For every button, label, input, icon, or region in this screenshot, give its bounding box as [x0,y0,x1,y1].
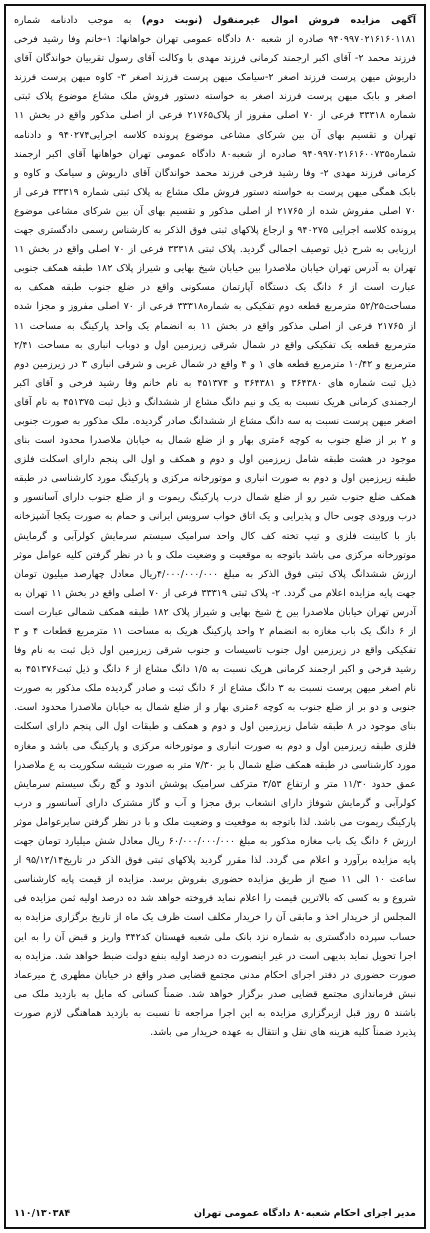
notice-text: به موجب دادنامه شماره ۹۴۰۹۹۷۰۲۱۶۱۶۰۱۱۸۱ صادره از شعبه ۸۰ دادگاه عمومی تهران خواهانها: ۱-خانم وفا رشید فرخی فرزند محمد ۲- آقای اکبر ارجمند کرمانی فرزند مهدی با وکالت آقای رسول تقربیان خواندگان آقای داریوش میهن پرست فرزند اصغر ۲-سیامک میهن پرست فرزند اصغر ۳- کاوه میهن پرست فرزند اصغر و بابک میهن پرست فرزند اصغر به خواسته دستور فروش ملک مشاع موضوع پلاک ثبتی شماره ۳۳۳۱۸ فرعی از ۷۰ اصلی مفروز از پلاک۲۱۷۶۵ فرعی از اصلی مذکور واقع در بخش ۱۱ تهران و تقسیم بهای آن بین شرکای مشاعی موضوع پرونده کلاسه اجرایی۹۴۰۲۷۴ و دادنامه شماره۹۴۰۹۹۷۰۲۱۶۱۶۰۰۷۳۵ صادره از شعبه۸۰ دادگاه عمومی تهران خواهانها آقای اکبر ارجمند کرمانی فرزند مهدی ۲- وفا رشید فرخی فرزند محمد خواندگان آقای داریوش و سیامک و کاوه و بابک همگی میهن پرست به خواسته دستور فروش ملک مشاع به پلاک ثبتی شماره ۳۳۳۱۹ فرعی از ۷۰ اصلی مفروش شده از ۲۱۷۶۵ از اصلی مذکور و تقسیم بهای آن بین شرکای مشاعی موضوع پرونده کلاسه اجرایی ۹۴۰۲۷۵ و ارجاع پلاکهای ثبتی فوق الذکر به کارشناس رسمی دادگستری جهت ارزیابی به شرح ذیل توصیف اجمالی گردید. پلاک ثبتی ۳۳۳۱۸ فرعی از ۷۰ اصلی واقع در بخش ۱۱ تهران به آدرس تهران خیابان ملاصدرا بین خیابان شیخ بهایی و شیراز پلاک ۱۸۲ طبقه همکف جنوبی عبارت است از ۶ دانگ یک دستگاه آپارتمان مسکونی واقع در ضلع جنوب طبقه همکف به مساحت۵۲/۲۵ مترمربع قطعه دوم تفکیکی به شماره۳۳۳۱۸ فرعی از ۷۰ اصلی مفروز و مجزا شده از ۲۱۷۶۵ فرعی از اصلی مذکور واقع در بخش ۱۱ به انضمام یک واحد پارکینگ به مساحت ۱۱ مترمربع قطعه یک تفکیکی واقع در شمال شرقی زیرزمین اول و دوباب انباری به مساحت ۲/۴۱ مترمربع و ۱۰/۴۲ مترمربع قطعه های ۱ و ۴ واقع در شمال غربی و شرقی انباری ۳ در زیرزمین دوم ذیل ثبت شماره های ۳۶۴۳۸۰ و ۳۶۴۳۸۱ و ۴۵۱۳۷۴ به نام خانم وفا رشید فرخی و آقای اکبر ارجمندی کرمانی هریک نسبت به یک و نیم دانگ مشاع از ششدانگ و ذیل ثبت ۴۵۱۳۷۵ به نام آقای اصغر میهن پرست نسبت به سه دانگ مشاع از ششدانگ صادر گردیده. ملک مذکور به صورت جنوبی و ۲ بر از ضلع جنوب به کوچه ۶متری بهار و از ضلع شمال به خیابان ملاصدرا محدود است بنای موجود در هشت طبقه شامل زیرزمین اول و دوم و همکف و اول الی پنجم دارای اسکلت فلزی طبقه زیرزمین اول و دوم به صورت انباری و موتورخانه مرکزی و پارکینگ مورد کارشناسی در طبقه همکف ضلع جنوب شیر رو از ضلع شمال درب پارکینگ ریموت و از ضلع جنوب دارای آسانسور و درب ورودی چوبی حال و پذیرایی و یک اتاق خواب سرویس ایرانی و حمام به صورت یکجا آشپزخانه باز با کابینت فلزی و تیپ تخته کف کال واحد سرامیک سیستم سرمایش کولرآبی و گرمایش موتورخانه مرکزی می باشد باتوجه به موقعیت و وضعیت ملک و با در نظر گرفتن کلیه عوامل موثر ارزش ششدانگ پلاک ثبتی فوق الذکر به مبلغ ۴/۰۰۰/۰۰۰/۰۰۰ریال معادل چهارصد میلیون تومان جهت پایه مزایده اعلام می گردد. ۲- پلاک ثبتی ۳۳۳۱۹ فرعی از ۷۰ اصلی واقع در بخش ۱۱ تهران به آدرس تهران خیابان ملاصدرا بین خ شیخ بهایی و شیراز پلاک ۱۸۲ طبقه همکف شمالی عبارت است از ۶ دانگ یک باب مغازه به انضمام ۲ واحد پارکینگ هریک به مساحت ۱۱ مترمربع قطعات ۴ و ۳ تفکیکی واقع در زیرزمین اول جنوب تاسیسات و جنوب شرقی زیرزمین اول ذیل ثبت به نام وفا رشید فرخی و اکبر ارجمند کرمانی هریک نسبت به ۱/۵ دانگ مشاع از ۶ دانگ و ذیل ثبت۴۵۱۳۷۶ به نام اصغر میهن پرست نسبت به ۳ دانگ مشاع از ۶ دانگ ثبت و صادر گردیده ملک مذکور به صورت جنوبی و دو بر از ضلع جنوب به کوچه ۶متری بهار و از ضلع شمال به خیابان ملاصدرا محدود است. بنای موجود در ۸ طبقه شامل زیرزمین اول و دوم و همکف و طبقات اول الی پنجم دارای اسکلت فلزی طبقه زیرزمین اول و دوم به صورت انباری و موتورخانه مرکزی و پارکینگ می باشد و مغازه مورد کارشناسی در طبقه همکف ضلع شمال با بر ۷/۳۰ متر به صورت شیشه سکوریت به ع ملاصدرا عمق حدود ۱۱/۳۰ متر و ارتفاع ۳/۵۳ مترکف سرامیک پوشش اندود و گچ رنگ سیستم سرمایش کولرآبی و گرمایش شوفاژ دارای انشعاب برق مجزا و آب و گاز مشترک دارای آسانسور و درب پارکینگ ریموت می باشد. لذا باتوجه به موقعیت و وضعیت ملک و با در نظر گرفتن سایرعوامل موثر ارزش ۶ دانگ یک باب مغازه مذکور به مبلغ ۶۰/۰۰۰/۰۰۰/۰۰۰ ریال معادل شش میلیارد تومان جهت پایه مزایده برآورد و اعلام می گردد. لذا مقرر گردید پلاکهای ثبتی فوق الذکر در تاریخ۹۵/۱۲/۱۴ از ساعت ۱۰ الی ۱۱ صبح از طریق مزایده حضوری بفروش برسد. مزایده از قیمت پایه کارشناسی شروع و به کسی که بالاترین قیمت را اعلام نماید فروخته خواهد شد ده درصد اولیه ثمن مزایده فی المجلس از خریدار اخذ و مابقی آن را خریدار مکلف است ظرف یک ماه از تاریخ برگزاری مزایده به حساب سپرده دادگستری به شماره نزد بانک ملی شعبه قهستان کد۳۴۲ واریز و قبض آن را به این اجرا تحویل نماید بدیهی است در غیر اینصورت ده درصد اولیه بنفع دولت ضبط خواهد شد. مزایده به صورت حضوری در دفتر اجرای احکام مدنی مجتمع قضایی صدر واقع در خیابان مطهری خ میرعماد نبش فرماندازی مجتمع قضایی صدر برگزار خواهد شد. ضمناً کسانی که مایل به بازدید ملک می باشند ۵ روز قبل ازبرگزاری مزایده به این اجرا مراجعه تا نسبت به بازدید هماهنگی لازم صورت پذیرد ضمناً کلیه هزینه های نقل و انتقال به عهده خریدار می باشد. [14,15,417,1038]
notice-reference-number: ۱۱۰/۱۳۰۳۸۴ [14,1207,71,1219]
notice-body [14,11,416,1042]
notice-footer [14,1204,416,1222]
notice-title: آگهی مزایده فروش اموال غیرمنقول (نوبت دوم) [141,15,416,26]
auction-notice [4,4,426,1229]
notice-signature: مدیر اجرای احکام شعبه۸۰ دادگاه عمومی تهران [193,1207,416,1219]
